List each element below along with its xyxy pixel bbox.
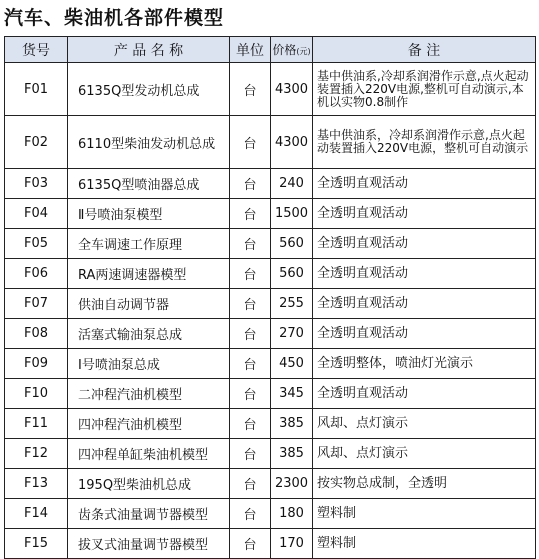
cell-code: F15	[5, 529, 68, 559]
table-row	[5, 169, 536, 199]
table-row	[5, 409, 536, 439]
header-name: 产 品 名 称	[68, 37, 230, 63]
cell-name: 195Q型柴油机总成	[68, 469, 230, 499]
header-price-unit: (元)	[296, 47, 311, 56]
cell-unit: 台	[230, 169, 271, 199]
cell-name: 齿条式油量调节器模型	[68, 499, 230, 529]
cell-note: 全透明直观活动	[313, 229, 536, 259]
cell-price: 255	[271, 289, 313, 319]
cell-note: 塑料制	[313, 529, 536, 559]
cell-price: 4300	[271, 116, 313, 169]
cell-code: F05	[5, 229, 68, 259]
cell-code: F11	[5, 409, 68, 439]
cell-note: 全透明整体，喷油灯光演示	[313, 349, 536, 379]
cell-code: F13	[5, 469, 68, 499]
cell-name: 四冲程汽油机模型	[68, 409, 230, 439]
cell-price: 170	[271, 529, 313, 559]
cell-note: 全透明直观活动	[313, 319, 536, 349]
cell-price: 560	[271, 259, 313, 289]
cell-name: Ⅰ号喷油泵总成	[68, 349, 230, 379]
cell-code: F06	[5, 259, 68, 289]
cell-name: 拔叉式油量调节器模型	[68, 529, 230, 559]
table-row	[5, 116, 536, 169]
cell-name: 二冲程汽油机模型	[68, 379, 230, 409]
table-row	[5, 439, 536, 469]
cell-name: 6135Q型喷油器总成	[68, 169, 230, 199]
header-code: 货号	[5, 37, 68, 63]
cell-code: F02	[5, 116, 68, 169]
cell-note: 风却、点灯演示	[313, 409, 536, 439]
cell-note: 全透明直观活动	[313, 169, 536, 199]
cell-note: 基中供油系,冷却系润滑作示意,点火起动装置插入220V电源,整机可自动演示,本机以实物0.8制作	[313, 63, 536, 116]
cell-note: 全透明直观活动	[313, 199, 536, 229]
cell-price: 270	[271, 319, 313, 349]
table-row	[5, 229, 536, 259]
cell-price: 180	[271, 499, 313, 529]
cell-name: Ⅱ号喷油泵模型	[68, 199, 230, 229]
cell-price: 240	[271, 169, 313, 199]
cell-unit: 台	[230, 439, 271, 469]
cell-unit: 台	[230, 349, 271, 379]
cell-code: F04	[5, 199, 68, 229]
table-row	[5, 319, 536, 349]
table-row	[5, 469, 536, 499]
cell-unit: 台	[230, 229, 271, 259]
cell-price: 560	[271, 229, 313, 259]
cell-code: F08	[5, 319, 68, 349]
cell-code: F03	[5, 169, 68, 199]
table-row	[5, 349, 536, 379]
cell-code: F12	[5, 439, 68, 469]
header-note: 备 注	[313, 37, 536, 63]
header-unit: 单位	[230, 37, 271, 63]
cell-note: 全透明直观活动	[313, 289, 536, 319]
cell-price: 385	[271, 439, 313, 469]
cell-price: 1500	[271, 199, 313, 229]
cell-unit: 台	[230, 529, 271, 559]
cell-unit: 台	[230, 469, 271, 499]
cell-note: 塑料制	[313, 499, 536, 529]
table-row	[5, 529, 536, 559]
cell-price: 345	[271, 379, 313, 409]
cell-note: 按实物总成制，全透明	[313, 469, 536, 499]
cell-name: RA两速调速器模型	[68, 259, 230, 289]
cell-price: 2300	[271, 469, 313, 499]
table-row	[5, 199, 536, 229]
cell-name: 6135Q型发动机总成	[68, 63, 230, 116]
cell-note: 全透明直观活动	[313, 379, 536, 409]
table-row	[5, 289, 536, 319]
cell-name: 四冲程单缸柴油机模型	[68, 439, 230, 469]
table-row	[5, 499, 536, 529]
product-table	[4, 36, 536, 559]
table-row	[5, 379, 536, 409]
header-price-label: 价格	[272, 43, 297, 57]
cell-note: 全透明直观活动	[313, 259, 536, 289]
cell-name: 全车调速工作原理	[68, 229, 230, 259]
cell-code: F09	[5, 349, 68, 379]
cell-note: 风却、点灯演示	[313, 439, 536, 469]
cell-code: F01	[5, 63, 68, 116]
cell-unit: 台	[230, 199, 271, 229]
cell-unit: 台	[230, 289, 271, 319]
cell-note: 基中供油系，冷却系润滑作示意,点火起动装置插入220V电源，整机可自动演示	[313, 116, 536, 169]
cell-unit: 台	[230, 259, 271, 289]
cell-name: 活塞式输油泵总成	[68, 319, 230, 349]
cell-name: 供油自动调节器	[68, 289, 230, 319]
cell-code: F14	[5, 499, 68, 529]
cell-price: 385	[271, 409, 313, 439]
table-row	[5, 259, 536, 289]
cell-unit: 台	[230, 499, 271, 529]
cell-name: 6110型柴油发动机总成	[68, 116, 230, 169]
table-row	[5, 63, 536, 116]
page-title: 汽车、柴油机各部件模型	[4, 7, 225, 29]
cell-code: F07	[5, 289, 68, 319]
header-row	[5, 37, 536, 63]
header-price	[271, 37, 313, 63]
cell-unit: 台	[230, 319, 271, 349]
cell-price: 450	[271, 349, 313, 379]
cell-unit: 台	[230, 409, 271, 439]
cell-unit: 台	[230, 116, 271, 169]
cell-code: F10	[5, 379, 68, 409]
cell-price: 4300	[271, 63, 313, 116]
cell-unit: 台	[230, 63, 271, 116]
cell-unit: 台	[230, 379, 271, 409]
